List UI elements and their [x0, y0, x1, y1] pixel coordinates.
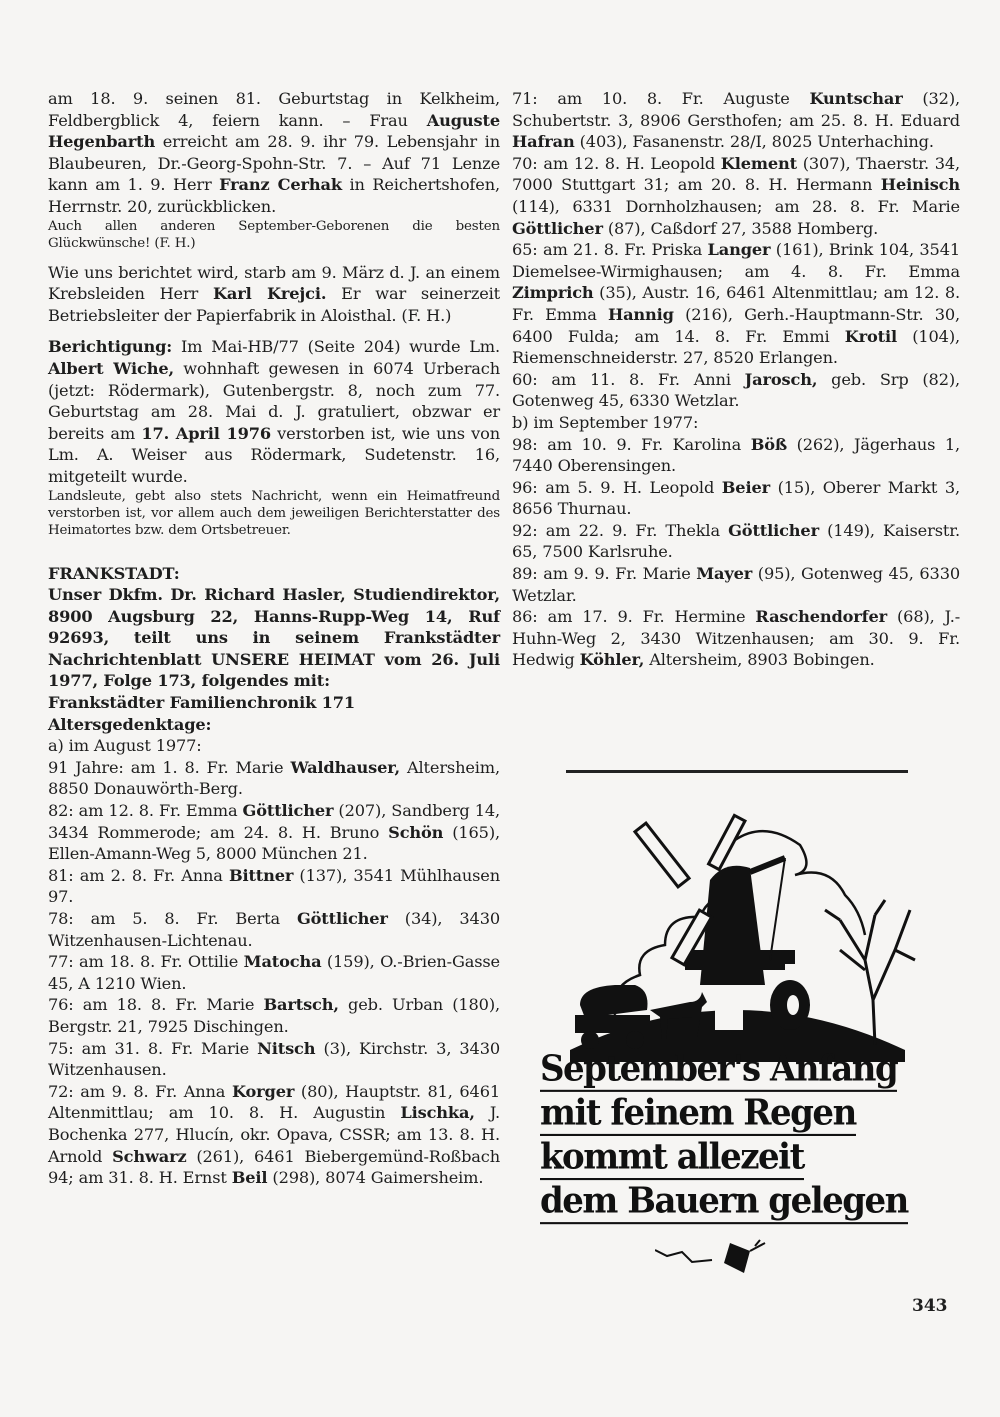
name-highlight: 17. April 1976 [141, 423, 271, 443]
greeting-note: Auch allen anderen September-Geborenen die besten Glückwünsche! (F. H.) [48, 218, 500, 251]
text-run: (68), J.-Huhn-Weg 2, 3430 Witzenhausen; am 30. 9. Fr. Hedwig [512, 607, 961, 670]
name-highlight: Auguste Hegenbarth [48, 110, 500, 152]
obituary-paragraph [48, 262, 500, 327]
text-run: (159), O.-Brien-Gasse 45, A 1210 Wien. [48, 952, 500, 993]
page-number: 343 [912, 1296, 948, 1316]
text-run: wohnhaft gewesen in 6074 Urberach (jetzt: Rödermark), Gutenbergstr. 8, noch zum 77. Geburtstag am 28. Mai d. J. gratuliert, obzwar er bereits am [48, 358, 500, 443]
name-highlight: Klement [720, 153, 797, 173]
list-item [512, 606, 960, 671]
august-heading: a) im August 1977: [48, 736, 202, 756]
text-run: 91 Jahre: am 1. 8. Fr. Marie [48, 757, 291, 777]
name-highlight: Schwarz [112, 1146, 187, 1166]
name-highlight: Schön [388, 822, 444, 842]
september-heading: b) im September 1977: [512, 412, 699, 432]
text-run: (298), 8074 Gaimersheim. [267, 1168, 484, 1188]
name-highlight: Waldhauser, [290, 757, 400, 777]
list-item [48, 757, 500, 800]
text-run: (161), Brink 104, 3541 Diemelsee-Wirmighausen; am 4. 8. Fr. Emma [512, 240, 960, 281]
name-highlight: Korger [231, 1081, 295, 1101]
text-run: (3), Kirchstr. 3, 3430 Witzenhausen. [48, 1038, 500, 1080]
name-highlight: Böß [750, 434, 788, 454]
list-item [512, 153, 960, 239]
text-run: (207), Sandberg 14, 3434 Rommerode; am 24. 8. H. Bruno [48, 801, 500, 842]
list-item [48, 951, 500, 994]
list-item [512, 88, 960, 153]
correction-text [48, 337, 500, 486]
bare-tree-icon [825, 900, 915, 1045]
text-run: (114), 6331 Dornholzhausen; am 28. 8. Fr. Marie [512, 196, 960, 216]
illustration-caption [540, 1048, 920, 1224]
name-highlight: Beier [721, 477, 770, 497]
caption-line: September's Anfang [540, 1048, 897, 1092]
text-run: geb. Srp (82), Gotenweg 45, 6330 Wetzlar. [512, 369, 961, 411]
text-run: (35), Austr. 16, 6461 Altenmittlau; am 12. 8. Fr. Emma [512, 283, 960, 324]
section-title: FRANKSTADT: [48, 563, 180, 583]
text-run: verstorben ist, wie uns von Lm. A. Weiser aus Rödermark, Sudetenstr. 16, mitgeteilt wurde. [48, 423, 500, 486]
text-run: 60: am 11. 8. Fr. Anni [512, 369, 745, 389]
name-highlight: Hafran [512, 132, 575, 152]
text-run: 78: am 5. 8. Fr. Berta [48, 909, 297, 928]
text-run: 81: am 2. 8. Fr. Anna [48, 865, 229, 885]
name-highlight: Krotil [844, 326, 897, 346]
text-run: Altersheim, 8903 Bobingen. [644, 650, 875, 670]
text-run: 98: am 10. 9. Fr. Karolina [512, 434, 751, 454]
september-entries-list [512, 434, 960, 672]
text-run: 82: am 12. 8. Fr. Emma [48, 801, 243, 821]
name-highlight: Göttlicher [728, 520, 819, 540]
text-run: (32), Schubertstr. 3, 8906 Gersthofen; am 25. 8. H. Eduard [512, 89, 960, 130]
name-highlight: Albert Wiche, [48, 358, 174, 378]
text-run: Wie uns berichtet wird, starb am 9. März d. J. an einem Krebsleiden Herr [48, 262, 500, 304]
caption-line: kommt allezeit [540, 1136, 804, 1180]
text-run: J. Bochenka 277, Hlucín, okr. Opava, CSSR; am 13. 8. H. Arnold [48, 1103, 500, 1166]
name-highlight: Karl Krejci. [213, 284, 327, 304]
text-run: (261), 6461 Biebergemünd-Roßbach 94; am 31. 8. H. Ernst [48, 1146, 500, 1188]
name-highlight: Jarosch, [744, 369, 818, 389]
correction-note: Landsleute, gebt also stets Nachricht, wenn ein Heimatfreund verstorben ist, vor allem auch dem jeweiligen Berichterstatter des Heimatortes bzw. dem Ortsbetreuer. [48, 488, 500, 538]
caption-line: mit feinem Regen [540, 1092, 856, 1136]
text-run: (104), Riemenschneiderstr. 27, 8520 Erlangen. [512, 326, 960, 368]
name-highlight: Langer [707, 240, 771, 260]
name-highlight: Franz Cerhak [219, 175, 342, 195]
name-highlight: Köhler, [579, 650, 645, 670]
text-run: (34), 3430 Witzenhausen-Lichtenau. [48, 909, 500, 950]
name-highlight: Göttlicher [512, 218, 603, 238]
text-run: 72: am 9. 8. Fr. Anna [48, 1081, 232, 1101]
list-item [512, 563, 960, 606]
text-run: (307), Thaerstr. 34, 7000 Stuttgart 31; am 20. 8. H. Hermann [512, 153, 960, 195]
section-divider [566, 770, 908, 773]
list-item [512, 520, 960, 563]
text-run: 89: am 9. 9. Fr. Marie [512, 564, 697, 584]
text-run: 70: am 12. 8. H. Leopold [512, 153, 721, 173]
text-run: (165), Ellen-Amann-Weg 5, 8000 München 21. [48, 822, 500, 864]
text-run: (149), Kaiserstr. 65, 7500 Karlsruhe. [512, 520, 961, 562]
text-run: 86: am 17. 9. Fr. Hermine [512, 607, 756, 627]
august-entries-continued [512, 88, 960, 412]
text-run: 96: am 5. 9. H. Leopold [512, 477, 722, 497]
name-highlight: Mayer [696, 564, 753, 584]
text-run: (137), 3541 Mühlhausen 97. [48, 865, 500, 907]
text-run: 71: am 10. 8. Fr. Auguste [512, 89, 810, 108]
list-item [48, 908, 500, 951]
name-highlight: Nitsch [257, 1038, 316, 1058]
name-highlight: Kuntschar [809, 89, 903, 108]
name-highlight: Matocha [243, 952, 322, 972]
name-highlight: Bartsch, [263, 995, 339, 1015]
text-run: am 18. 9. seinen 81. Geburtstag in Kelkheim, Feldbergblick 4, feiern kann. – Frau [48, 89, 500, 130]
list-item [48, 865, 500, 908]
text-run: Altersheim, 8850 Donauwörth-Berg. [48, 757, 500, 799]
text-run: 76: am 18. 8. Fr. Marie [48, 995, 264, 1015]
section-intro: Unser Dkfm. Dr. Richard Hasler, Studiendirektor, 8900 Augsburg 22, Hanns-Rupp-Weg 14, Ruf 92693, teilt uns in seinem Frankstädter Nachrichtenblatt UNSERE HEIMAT vom 26. Juli 1977, Folge 173, folgendes mit: [48, 585, 500, 691]
name-highlight: Beil [231, 1168, 268, 1188]
text-run: 77: am 18. 8. Fr. Ottilie [48, 952, 244, 972]
text-run: (87), Caßdorf 27, 3588 Homberg. [602, 218, 879, 238]
list-item [48, 1081, 500, 1189]
name-highlight: Heinisch [880, 175, 960, 195]
name-highlight: Hannig [607, 304, 674, 324]
text-run: 75: am 31. 8. Fr. Marie [48, 1038, 258, 1058]
text-run: in Reichertshofen, Herrnstr. 20, zurückblicken. [48, 175, 500, 216]
text-run: (403), Fasanenstr. 28/I, 8025 Unterhaching. [574, 132, 934, 152]
text-run: geb. Urban (180), Bergstr. 21, 7925 Dischingen. [48, 995, 500, 1036]
text-run: 92: am 22. 9. Fr. Thekla [512, 520, 729, 540]
list-item [512, 369, 960, 412]
name-highlight: Göttlicher [242, 801, 334, 821]
name-highlight: Lischka, [400, 1103, 475, 1123]
list-item [48, 1038, 500, 1081]
name-highlight: Raschendorfer [755, 607, 888, 627]
name-highlight: Zimprich [512, 283, 594, 303]
caption-line: dem Bauern gelegen [540, 1180, 908, 1224]
text-run: Im Mai-HB/77 (Seite 204) wurde Lm. [172, 337, 500, 357]
text-run: (95), Gotenweg 45, 6330 Wetzlar. [512, 564, 960, 605]
correction-paragraph [48, 336, 500, 487]
list-item [48, 994, 500, 1037]
name-highlight: Bittner [228, 865, 294, 885]
text-run: (262), Jägerhaus 1, 7440 Oberensingen. [512, 434, 961, 476]
text-run: (15), Oberer Markt 3, 8656 Thurnau. [512, 477, 961, 519]
text-run: (80), Hauptstr. 81, 6461 Altenmittlau; am 10. 8. H. Augustin [48, 1081, 501, 1123]
name-highlight: Göttlicher [296, 909, 388, 928]
text-run: Er war seinerzeit Betriebsleiter der Papierfabrik in Aloisthal. (F. H.) [48, 284, 501, 325]
august-entries-list [48, 757, 500, 1189]
correction-label: Berichtigung: [48, 337, 173, 357]
chronicle-subtitle: Altersgedenktage: [48, 714, 212, 734]
intro-paragraph [48, 88, 500, 218]
text-run: erreicht am 28. 9. ihr 79. Lebensjahr in Blaubeuren, Dr.-Georg-Spohn-Str. 7. – Auf 71 Lenze kann am 1. 9. Herr [48, 132, 500, 195]
kite-icon [655, 1238, 775, 1278]
list-item [512, 434, 960, 477]
left-column [48, 88, 500, 1189]
list-item [512, 239, 960, 369]
text-run: 65: am 21. 8. Fr. Priska [512, 240, 708, 260]
list-item [512, 477, 960, 520]
text-run: (216), Gerh.-Hauptmann-Str. 30, 6400 Fulda; am 14. 8. Fr. Emmi [512, 304, 960, 346]
windmill-icon [635, 815, 810, 1030]
list-item [48, 800, 500, 865]
right-column [512, 88, 960, 671]
chronicle-title: Frankstädter Familienchronik 171 [48, 693, 355, 713]
